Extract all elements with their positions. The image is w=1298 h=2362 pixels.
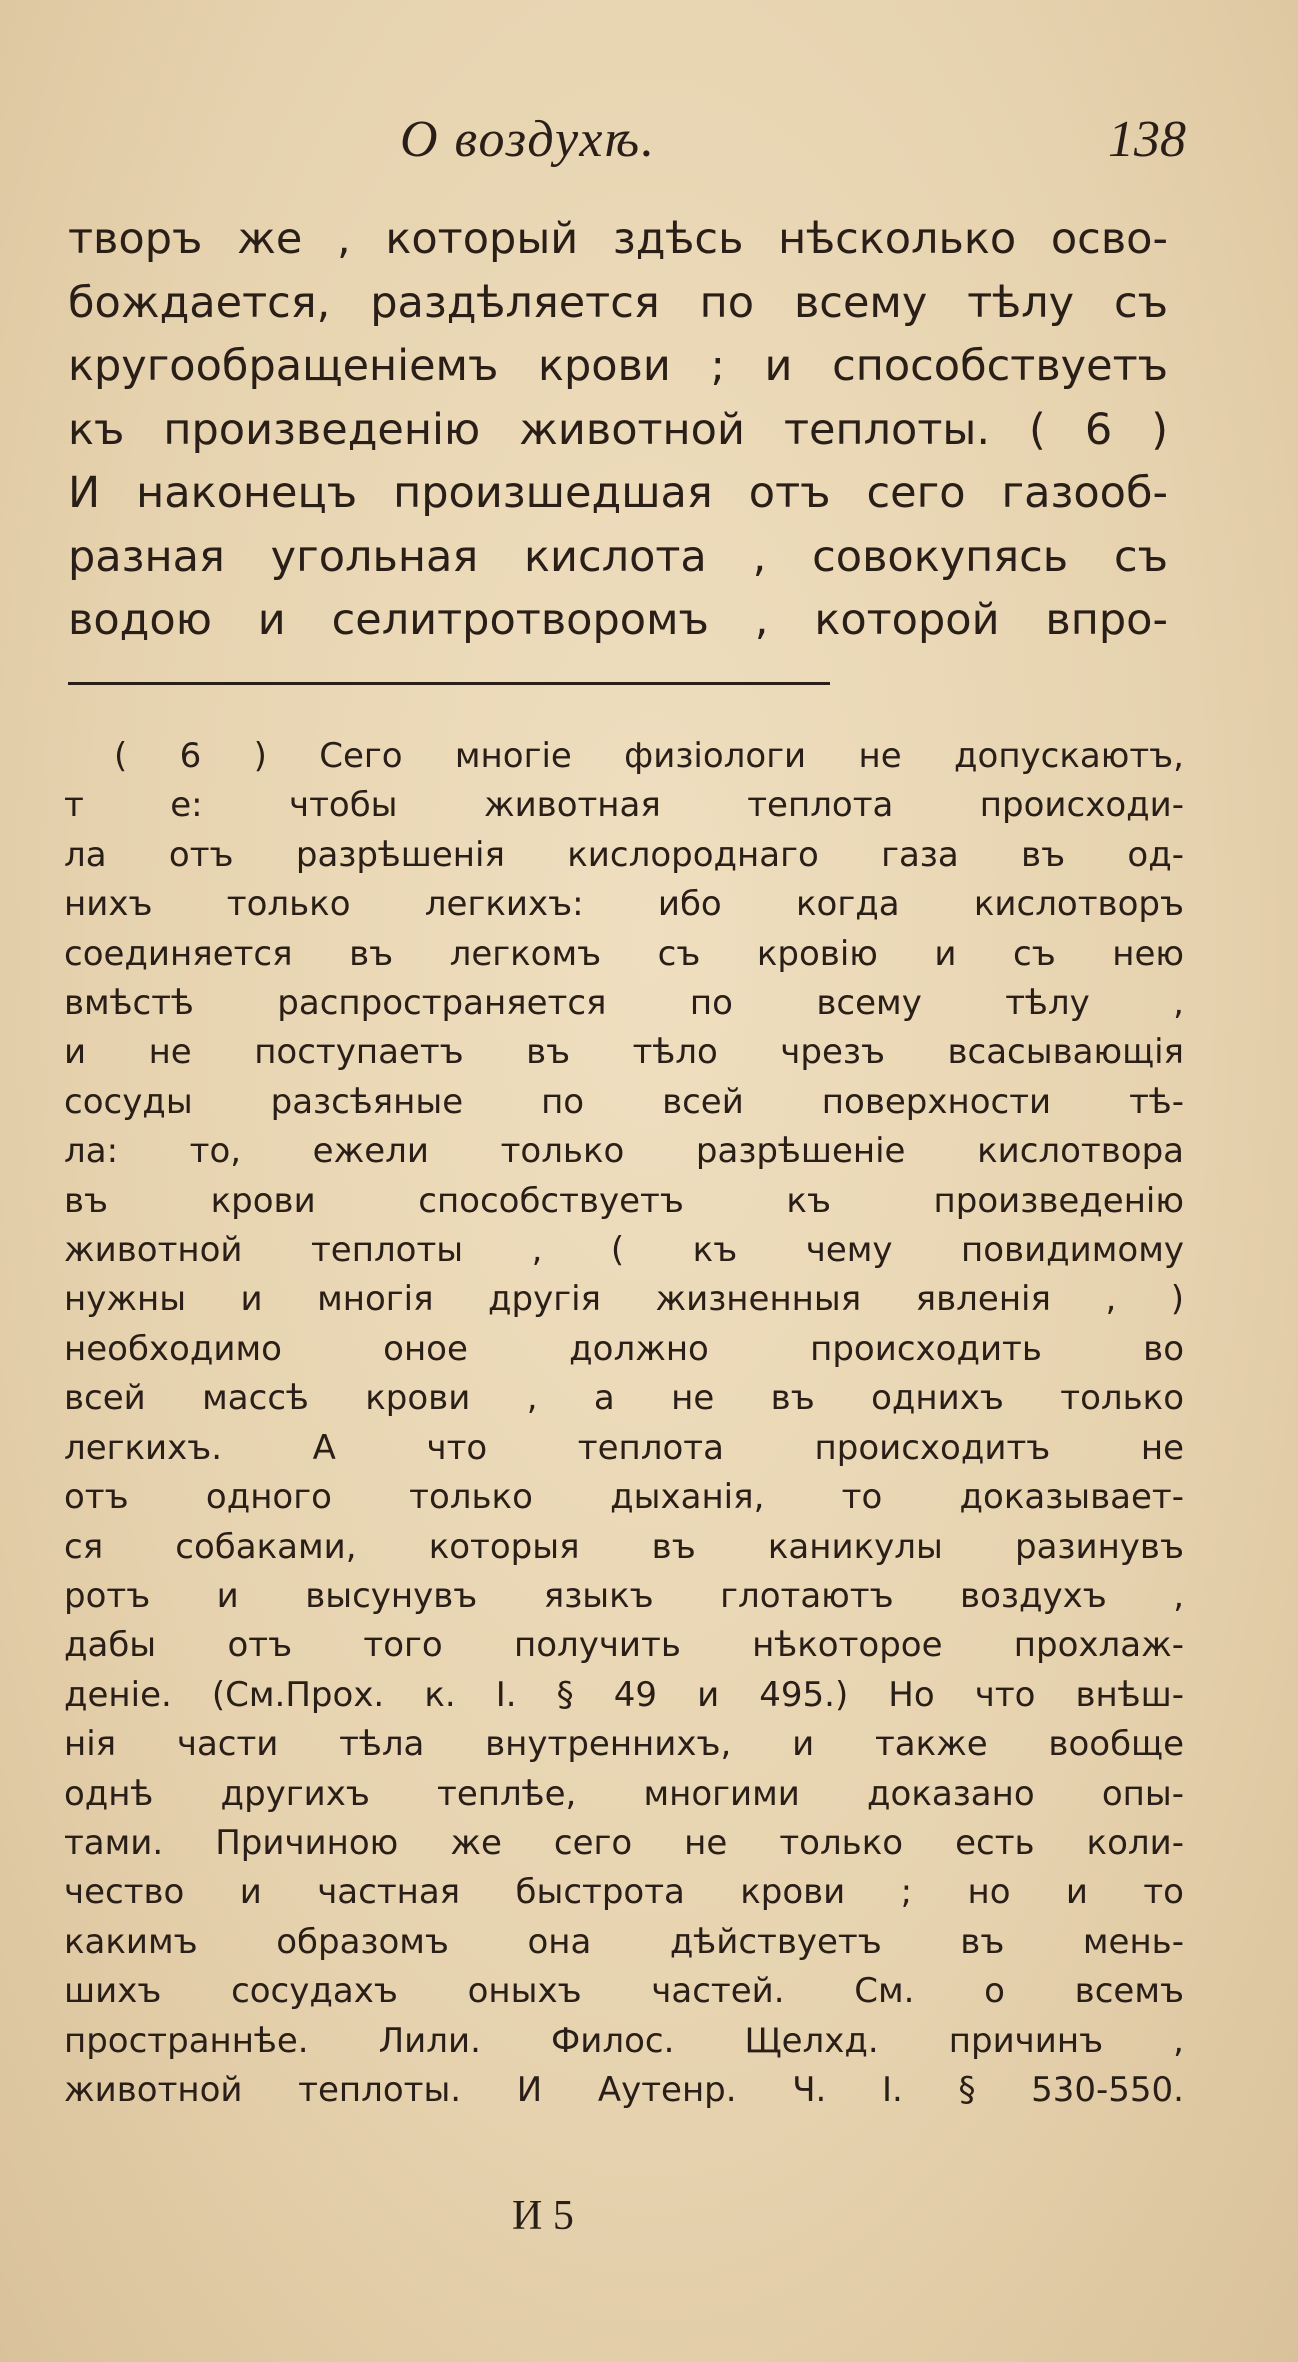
running-title: О воздухѣ. [400,111,657,168]
footnote-line: и не поступаетъ въ тѣло чрезъ всасывающія [64,1032,1184,1073]
footnote-line: нихъ только легкихъ: ибо когда кислотворъ [64,884,1184,925]
footnote-line: однѣ другихъ теплѣе, многими доказано опы- [64,1773,1184,1814]
footnote-line: всей массѣ крови , а не въ однихъ только [64,1378,1184,1419]
text-line: творъ же , который здѣсь нѣсколько осво- [68,214,1168,264]
footnote-line: шихъ сосудахъ оныхъ частей. См. о всемъ [64,1971,1184,2012]
footnote-line: необходимо оное должно происходить во [64,1328,1184,1369]
text-line: И наконецъ произшедшая отъ сего газооб- [68,468,1168,518]
text-line: бождается, раздѣляется по всему тѣлу съ [68,277,1168,328]
footnote-line: животной теплоты. И Аутенр. Ч. I. § 530-550. [64,2069,1184,2110]
main-text [68,208,1168,653]
footnote-line: ся собаками, которыя въ каникулы разинувъ [64,1526,1184,1567]
footnote-line: отъ одного только дыханія, то доказывает- [64,1477,1184,1518]
footnote-line: дабы отъ того получить нѣкоторое прохлаж- [64,1625,1184,1666]
footnote-line: вмѣстѣ распространяется по всему тѣлу , [64,983,1184,1024]
footnote-line: ротъ и высунувъ языкъ глотаютъ воздухъ , [64,1575,1184,1616]
footnote-line: т е: чтобы животная теплота происходи- [64,785,1184,826]
footnote-line: тами. Причиною же сего не только есть коли- [64,1822,1184,1863]
footnote [64,732,1184,2115]
footnote-line: легкихъ. А что теплота происходитъ не [64,1427,1184,1468]
footnote-line: какимъ образомъ она дѣйствуетъ въ мень- [64,1921,1184,1962]
text-line: разная угольная кислота , совокупясь съ [68,531,1168,582]
footnote-line: пространнѣе. Лили. Филос. Щелхд. причинъ , [64,2020,1184,2061]
footnote-line: нія части тѣла внутреннихъ, и также вообще [64,1724,1184,1765]
footnote-line: нужны и многія другія жизненныя явленія , ) [64,1279,1184,1320]
page-header [0,110,1298,190]
signature-mark-row [0,2192,1298,2252]
footnote-line: чество и частная быстрота крови ; но и то [64,1872,1184,1913]
text-line: къ произведенію животной теплоты. ( 6 ) [68,404,1168,455]
footnote-separator [68,682,830,685]
footnote-line: ла: то, ежели только разрѣшеніе кислотвора [64,1131,1184,1172]
page-number: 138 [1108,111,1186,168]
signature-mark: И 5 [512,2193,574,2239]
footnote-line: ла отъ разрѣшенія кислороднаго газа въ од- [64,834,1184,875]
text-line: водою и селитротворомъ , которой впро- [68,595,1168,645]
footnote-line: животной теплоты , ( къ чему повидимому [64,1230,1184,1271]
footnote-line: деніе. (См.Прох. к. I. § 49 и 495.) Но что внѣш- [64,1674,1184,1715]
text-line: кругообращеніемъ крови ; и способствуетъ [68,341,1168,391]
footnote-line: ( 6 ) Сего многіе физіологи не допускаютъ, [114,736,1184,776]
footnote-line: соединяется въ легкомъ съ кровію и съ нею [64,933,1184,974]
footnote-line: въ крови способствуетъ къ произведенію [64,1180,1184,1221]
footnote-line: сосуды разсѣяные по всей поверхности тѣ- [64,1081,1184,1122]
